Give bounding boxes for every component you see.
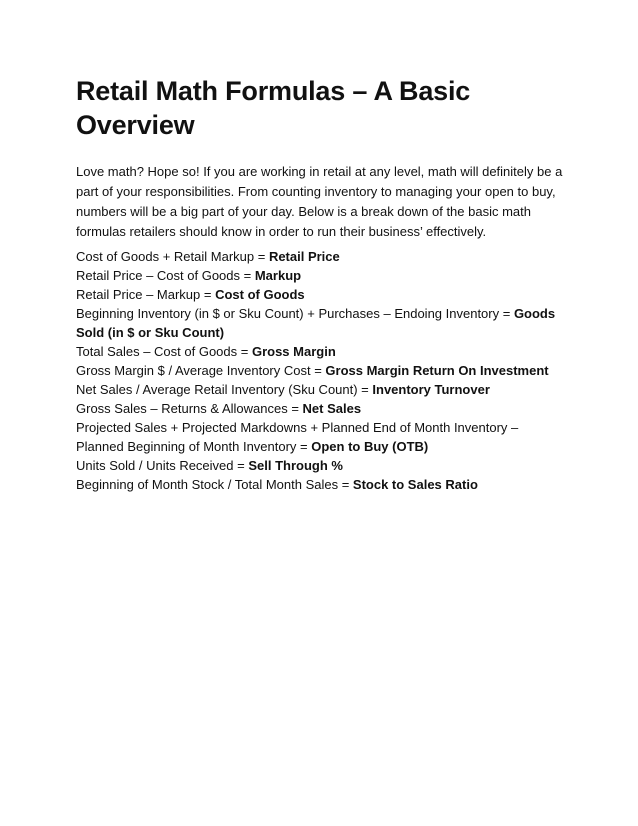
formula-expression: Beginning of Month Stock / Total Month Sales =: [76, 477, 353, 492]
formula-expression: Gross Margin $ / Average Inventory Cost =: [76, 363, 326, 378]
formula-expression: Total Sales – Cost of Goods =: [76, 344, 252, 359]
formula-goods-sold: [76, 304, 566, 342]
formula-gmroi: [76, 361, 566, 380]
formula-retail-price: [76, 247, 566, 266]
formula-result: Stock to Sales Ratio: [352, 477, 478, 492]
formula-result: Net Sales: [302, 401, 362, 416]
intro-paragraph: Love math? Hope so! If you are working in retail at any level, math will definitely be a part of your responsibilities. From counting inventory to managing your open to buy, numbers will be a big part of your day. Below is a break down of the basic math formulas retailers should know in order to run their business’ effectively.: [76, 164, 563, 239]
formula-expression: Net Sales / Average Retail Inventory (Sku Count) =: [76, 382, 373, 397]
formula-result: Open to Buy (OTB): [311, 439, 429, 454]
formula-expression: Projected Sales + Projected Markdowns + Planned End of Month Inventory – Planned Beginning of Month Inventory =: [76, 420, 519, 454]
page-title: Retail Math Formulas – A Basic Overview: [76, 76, 471, 140]
formula-result: Gross Margin Return On Investment: [325, 363, 549, 378]
formula-result: Goods Sold (in $ or Sku Count): [76, 306, 556, 340]
formula-markup: [76, 266, 566, 285]
formula-inventory-turnover: [76, 380, 566, 399]
formula-stock-to-sales: [76, 475, 566, 494]
formula-result: Markup: [254, 268, 302, 283]
formula-net-sales: [76, 399, 566, 418]
formula-sell-through: [76, 456, 566, 475]
formula-result: Retail Price: [268, 249, 340, 264]
formula-expression: Gross Sales – Returns & Allowances =: [76, 401, 303, 416]
formula-cost-of-goods: [76, 285, 566, 304]
formula-result: Inventory Turnover: [372, 382, 490, 397]
formula-expression: Units Sold / Units Received =: [76, 458, 249, 473]
formula-open-to-buy: [76, 418, 566, 456]
document-content: [76, 74, 566, 494]
formula-list: [76, 247, 566, 494]
formula-expression: Cost of Goods + Retail Markup =: [76, 249, 269, 264]
formula-gross-margin: [76, 342, 566, 361]
formula-expression: Retail Price – Cost of Goods =: [76, 268, 255, 283]
formula-result: Sell Through %: [248, 458, 343, 473]
formula-result: Cost of Goods: [215, 287, 305, 302]
formula-expression: Retail Price – Markup =: [76, 287, 216, 302]
formula-result: Gross Margin: [251, 344, 336, 359]
formula-expression: Beginning Inventory (in $ or Sku Count) + Purchases – Endoing Inventory =: [76, 306, 514, 321]
